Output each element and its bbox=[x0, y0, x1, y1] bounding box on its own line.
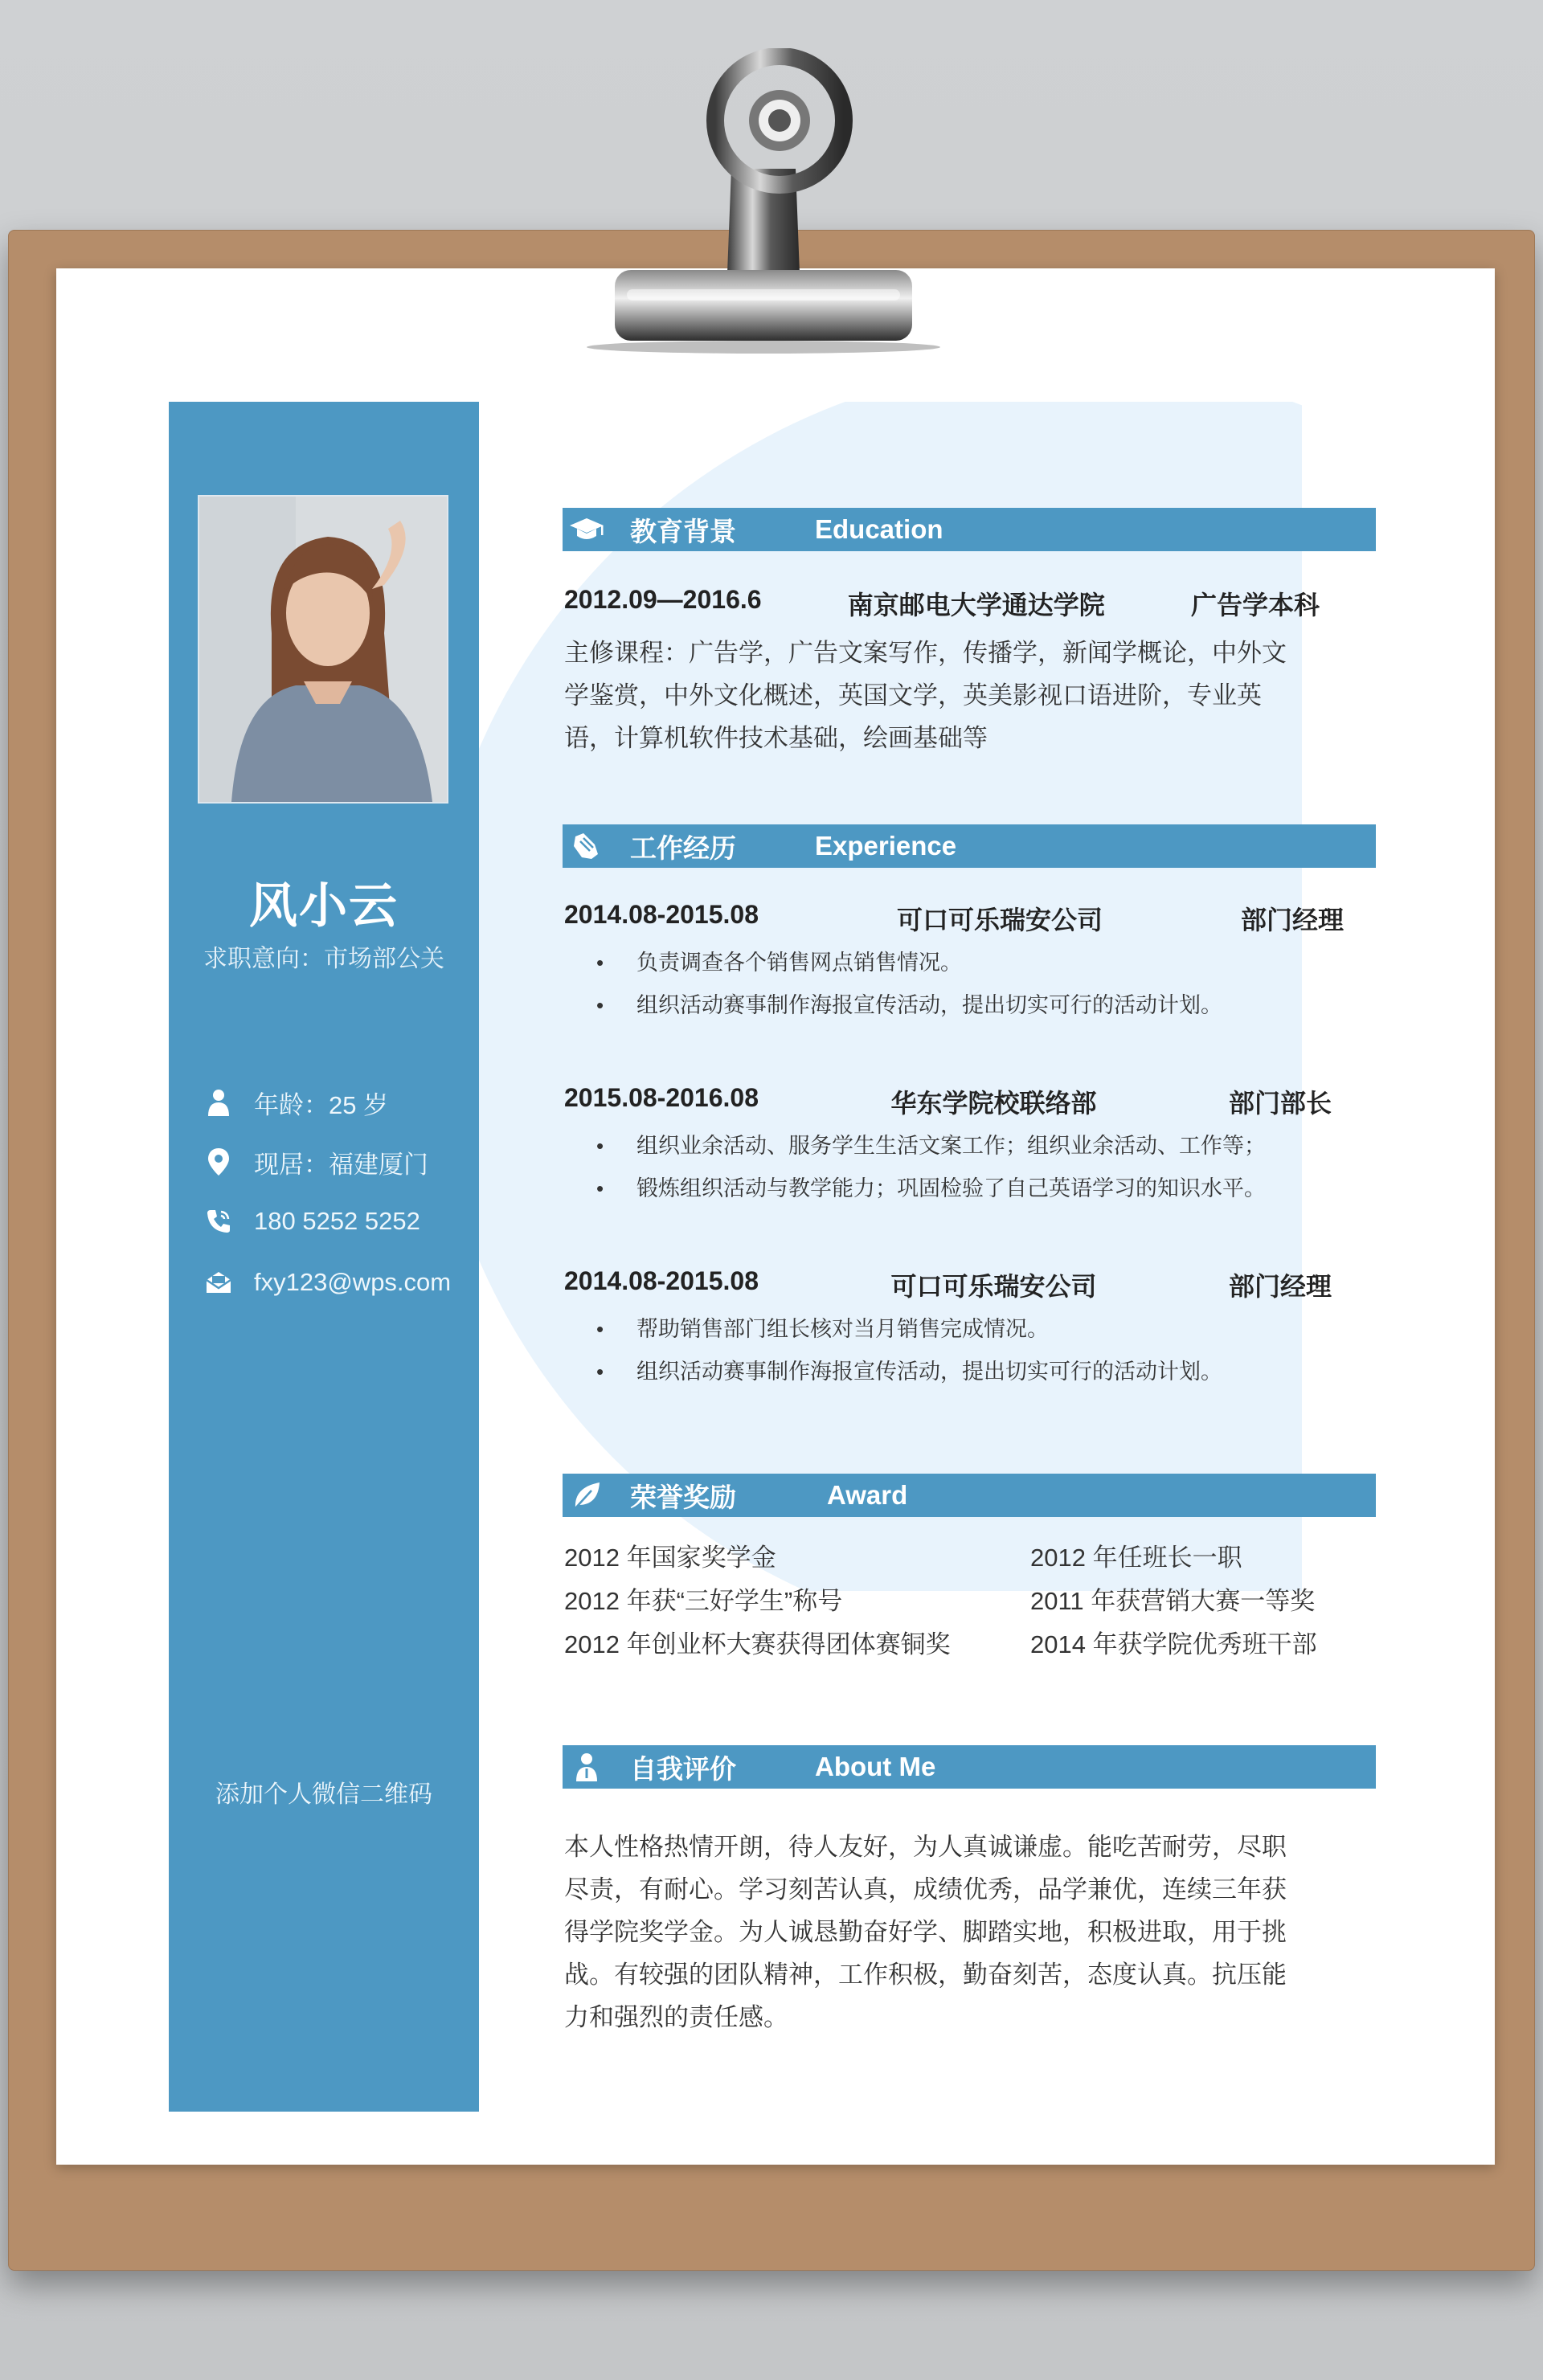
job-1-period: 2014.08-2015.08 bbox=[564, 900, 759, 929]
award-title-en: Award bbox=[827, 1480, 908, 1510]
list-item: 2011 年获营销大赛一等奖 bbox=[1030, 1587, 1316, 1615]
phone-icon bbox=[204, 1207, 233, 1236]
experience-title-en: Experience bbox=[815, 831, 957, 861]
job-3-header bbox=[564, 1266, 1332, 1303]
job-2-role: 部门部长 bbox=[1228, 1089, 1332, 1118]
profile-photo bbox=[198, 495, 448, 804]
job-1-role: 部门经理 bbox=[1240, 906, 1344, 934]
phone-text: 180 5252 5252 bbox=[254, 1207, 420, 1235]
job-3-period: 2014.08-2015.08 bbox=[564, 1266, 759, 1295]
job-3-duties bbox=[596, 1308, 1320, 1393]
info-age bbox=[204, 1086, 388, 1118]
list-item: 2012 年创业杯大赛获得团体赛铜奖 bbox=[564, 1630, 951, 1658]
list-item: • 组织业余活动、服务学生生活文案工作；组织业余活动、工作等； bbox=[596, 1125, 1320, 1168]
list-item: • 负责调查各个销售网点销售情况。 bbox=[596, 942, 1320, 984]
education-title-cn: 教育背景 bbox=[630, 516, 736, 546]
job-2-period: 2015.08-2016.08 bbox=[564, 1083, 759, 1112]
section-header-award bbox=[563, 1474, 1376, 1517]
education-entry-header bbox=[564, 585, 1320, 622]
job-1-header bbox=[564, 900, 1344, 937]
job-3-role: 部门经理 bbox=[1228, 1272, 1332, 1301]
graduation-cap-icon bbox=[567, 510, 606, 549]
person-icon bbox=[204, 1088, 233, 1117]
job-3-company: 可口可乐瑞安公司 bbox=[890, 1272, 1097, 1301]
list-item: 2012 年任班长一职 bbox=[1030, 1544, 1242, 1572]
age-text: 年龄：25 岁 bbox=[254, 1090, 389, 1119]
candidate-name: 风小云 bbox=[249, 879, 399, 933]
sidebar bbox=[169, 402, 479, 2112]
education-courses: 主修课程：广告学，广告文案写作，传播学，新闻学概论，中外文学鉴赏，中外文化概述，英国文学，英美影视口语进阶，专业英语，计算机软件技术基础，绘画基础等 bbox=[564, 639, 1287, 752]
info-phone bbox=[204, 1205, 420, 1237]
job-2-duties bbox=[596, 1125, 1320, 1210]
section-header-about bbox=[563, 1745, 1376, 1789]
email-icon bbox=[204, 1268, 233, 1297]
location-text: 现居：福建厦门 bbox=[254, 1150, 428, 1179]
section-header-experience bbox=[563, 824, 1376, 868]
person-icon bbox=[567, 1748, 606, 1786]
list-item: 2012 年获“三好学生”称号 bbox=[564, 1587, 843, 1615]
award-title-cn: 荣誉奖励 bbox=[630, 1482, 736, 1512]
about-title-en: About Me bbox=[815, 1752, 936, 1781]
experience-title-cn: 工作经历 bbox=[630, 832, 736, 863]
job-1-company: 可口可乐瑞安公司 bbox=[896, 906, 1103, 934]
about-title-cn: 自我评价 bbox=[630, 1753, 736, 1784]
list-item: • 锻炼组织活动与教学能力；巩固检验了自己英语学习的知识水平。 bbox=[596, 1168, 1320, 1210]
job-1-duties bbox=[596, 942, 1320, 1027]
about-text: 本人性格热情开朗，待人友好，为人真诚谦虚。能吃苦耐劳，尽职尽责，有耐心。学习刻苦认真，成绩优秀，品学兼优，连续三年获得学院奖学金。为人诚恳勤奋好学、脚踏实地，积极进取，用于挑战。有较强的团队精神，工作积极，勤奋刻苦，态度认真。抗压能力和强烈的责任感。 bbox=[564, 1833, 1287, 2031]
list-item: 2014 年获学院优秀班干部 bbox=[1030, 1630, 1317, 1658]
wechat-qr-caption: 添加个人微信二维码 bbox=[215, 1781, 432, 1808]
info-email bbox=[204, 1266, 451, 1298]
binder-clip bbox=[579, 48, 948, 354]
location-pin-icon bbox=[204, 1147, 233, 1176]
education-title-en: Education bbox=[815, 514, 943, 544]
list-item: 2012 年国家奖学金 bbox=[564, 1544, 776, 1572]
list-item: • 组织活动赛事制作海报宣传活动，提出切实可行的活动计划。 bbox=[596, 984, 1320, 1027]
job-2-company: 华东学院校联络部 bbox=[890, 1089, 1097, 1118]
handshake-icon bbox=[567, 827, 606, 865]
education-school: 南京邮电大学通达学院 bbox=[847, 591, 1105, 620]
education-period: 2012.09—2016.6 bbox=[564, 585, 762, 614]
info-location bbox=[204, 1146, 428, 1178]
education-degree: 广告学本科 bbox=[1190, 591, 1320, 620]
award-list bbox=[564, 1536, 1336, 1666]
email-text: fxy123@wps.com bbox=[254, 1268, 452, 1296]
section-header-education bbox=[563, 508, 1376, 551]
list-item: • 组织活动赛事制作海报宣传活动，提出切实可行的活动计划。 bbox=[596, 1351, 1320, 1393]
job-intent: 求职意向：市场部公关 bbox=[203, 946, 444, 972]
list-item: • 帮助销售部门组长核对当月销售完成情况。 bbox=[596, 1308, 1320, 1351]
leaf-icon bbox=[567, 1476, 606, 1515]
resume-paper bbox=[56, 268, 1495, 2165]
job-2-header bbox=[564, 1083, 1332, 1120]
